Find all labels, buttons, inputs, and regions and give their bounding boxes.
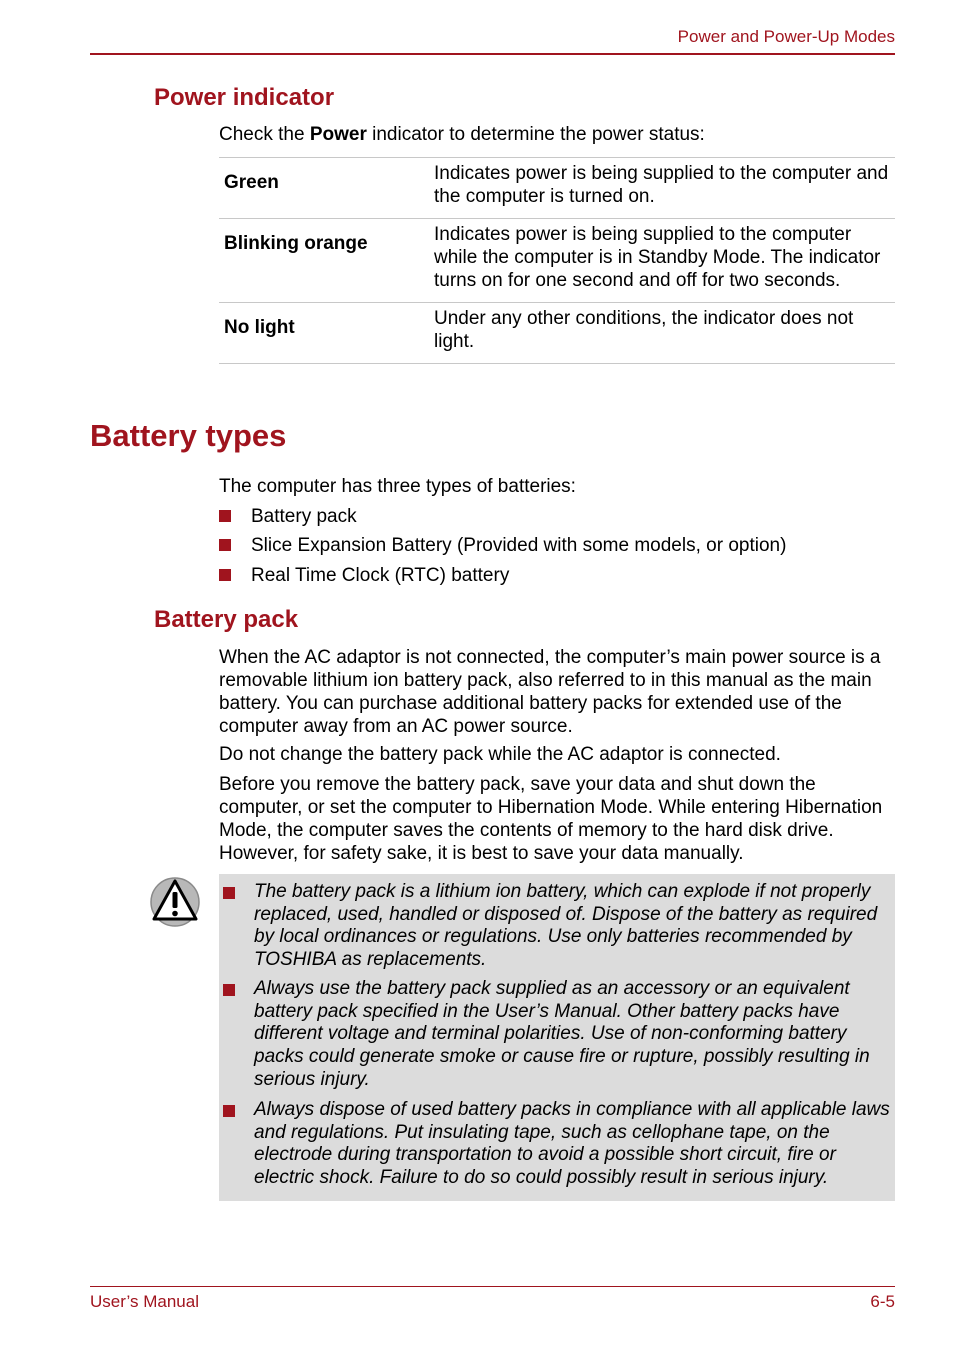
table-row bbox=[219, 303, 895, 364]
footer-manual-title: User’s Manual bbox=[90, 1292, 199, 1311]
battery-pack-paragraph: Do not change the battery pack while the AC adaptor is connected. bbox=[219, 744, 781, 765]
indicator-label: Green bbox=[219, 158, 429, 219]
indicator-description: Under any other conditions, the indicator does not light. bbox=[429, 303, 895, 364]
battery-pack-heading: Battery pack bbox=[154, 606, 299, 633]
battery-pack-paragraph: When the AC adaptor is not connected, the computer’s main power source is a removable lithium ion battery pack, also referred to in this manual as the main battery. You can purchase additional battery packs for extended use of the computer away from an AC power source. bbox=[219, 647, 881, 737]
indicator-description: Indicates power is being supplied to the computer while the computer is in Standby Mode. The indicator turns on for one second and off for two seconds. bbox=[429, 219, 895, 303]
bullet-square-icon bbox=[223, 984, 235, 996]
list-item: Battery pack bbox=[219, 505, 357, 528]
bullet-square-icon bbox=[219, 510, 231, 522]
battery-pack-paragraph: Before you remove the battery pack, save your data and shut down the computer, or set the computer to Hibernation Mode. While entering Hibernation Mode, the computer saves the contents of memory to the hard disk drive. However, for safety sake, it is best to save your data manually. bbox=[219, 774, 883, 864]
battery-types-heading: Battery types bbox=[90, 418, 287, 453]
page-number: 6-5 bbox=[870, 1292, 895, 1311]
list-item: Slice Expansion Battery (Provided with some models, or option) bbox=[219, 534, 786, 557]
bullet-square-icon bbox=[223, 1105, 235, 1117]
bullet-square-icon bbox=[219, 569, 231, 581]
bullet-square-icon bbox=[219, 539, 231, 551]
header-rule bbox=[90, 53, 895, 55]
warning-icon bbox=[149, 876, 201, 928]
power-indicator-heading: Power indicator bbox=[154, 84, 335, 111]
running-header: Power and Power-Up Modes bbox=[677, 27, 895, 46]
indicator-label: Blinking orange bbox=[219, 219, 429, 303]
power-indicator-table bbox=[219, 157, 895, 364]
list-item: Real Time Clock (RTC) battery bbox=[219, 564, 509, 587]
battery-types-intro: The computer has three types of batteries: bbox=[219, 476, 576, 497]
indicator-description: Indicates power is being supplied to the computer and the computer is turned on. bbox=[429, 158, 895, 219]
caution-box: The battery pack is a lithium ion battery, which can explode if not properly replaced, used, handled or disposed of. Dispose of the battery as required by local ordinances or regulations. Use only batteries recommended by TOSHIBA as replacements. Always use the battery pack supplied as an accessory or an equivalent battery pack specified in the User’s Manual. Other battery packs have different voltage and terminal polarities. Use of non-conforming battery packs could generate smoke or cause fire or rupture, possibly resulting in serious injury. Always dispose of used battery packs in compliance with all applicable laws and regulations. Put insulating tape, such as cellophane tape, on the electrode during transportation to avoid a possible short circuit, fire or electric shock. Failure to do so could possibly result in serious injury. bbox=[219, 874, 895, 1201]
table-row bbox=[219, 158, 895, 219]
bullet-square-icon bbox=[223, 887, 235, 899]
indicator-label: No light bbox=[219, 303, 429, 364]
footer-rule bbox=[90, 1286, 895, 1287]
power-indicator-intro: Check the Power indicator to determine the power status: bbox=[219, 124, 705, 145]
table-row bbox=[219, 219, 895, 303]
